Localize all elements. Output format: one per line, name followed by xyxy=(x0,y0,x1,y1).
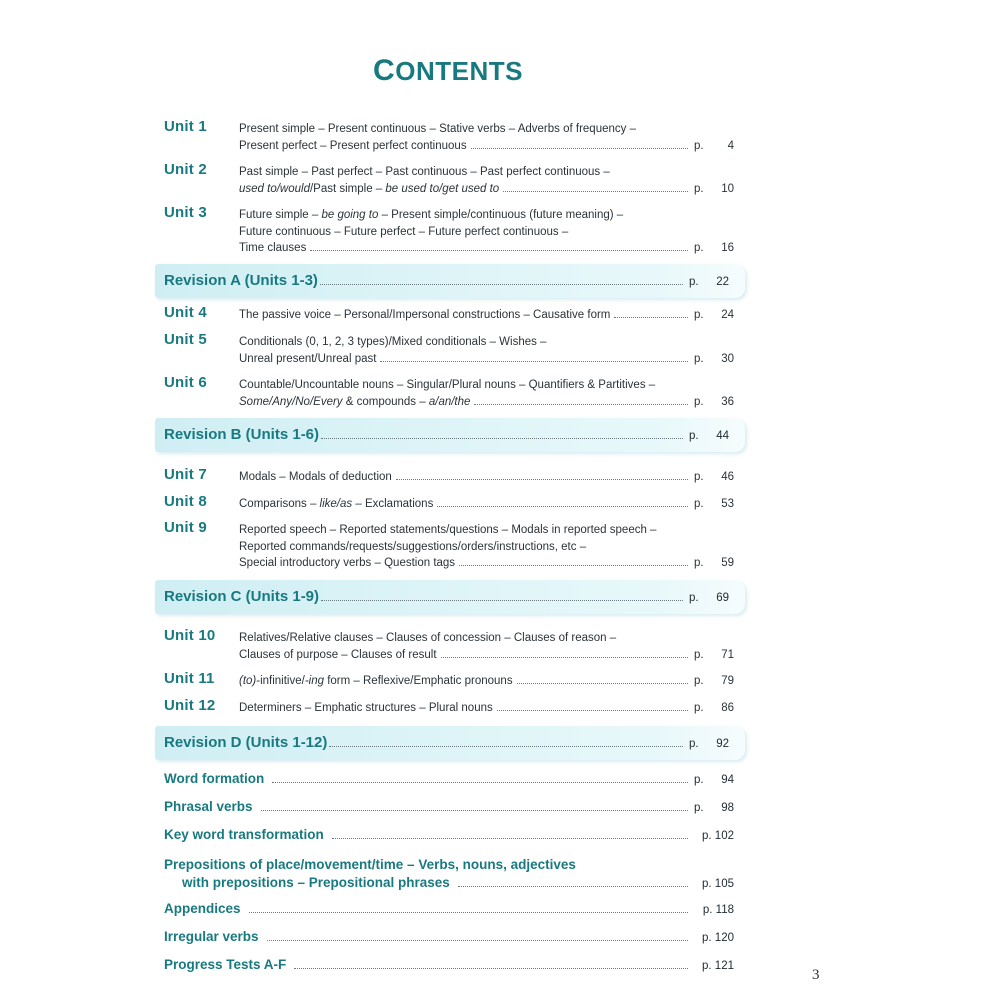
page-ref: 94 xyxy=(721,774,734,786)
page-ref: 53 xyxy=(721,498,734,510)
revision-label: Revision B (Units 1-6) xyxy=(164,426,320,443)
page-ref: p. 121 xyxy=(702,960,734,972)
unit-description: The passive voice – Personal/Impersonal constructions – Causative form p. 24 xyxy=(239,307,734,324)
page-ref: 71 xyxy=(721,648,734,661)
page-ref: 44 xyxy=(716,430,729,442)
page-ref: 69 xyxy=(716,592,729,604)
page-ref: 79 xyxy=(721,675,734,687)
unit-label: Unit 3 xyxy=(164,204,207,221)
toc-entry-progress-tests[interactable] xyxy=(164,957,734,972)
page-number: 3 xyxy=(812,967,820,983)
section-label: Word formation xyxy=(164,771,265,786)
page-ref: 86 xyxy=(721,702,734,714)
toc-entry-irregular-verbs[interactable] xyxy=(164,929,734,944)
page-ref: p. 102 xyxy=(702,830,734,842)
section-label: Appendices xyxy=(164,901,241,916)
unit-description: Past simple – Past perfect – Past continuous – Past perfect continuous – used to/would/Past simple – be used to/get used to p. 10 xyxy=(239,164,734,197)
unit-description: Relatives/Relative clauses – Clauses of concession – Clauses of reason – Clauses of purpose – Clauses of result p. 71 xyxy=(239,630,734,663)
page-ref: 16 xyxy=(721,242,734,254)
section-label: Prepositions of place/movement/time – Verbs, nouns, adjectives xyxy=(164,857,576,872)
unit-description: Conditionals (0, 1, 2, 3 types)/Mixed conditionals – Wishes – Unreal present/Unreal past p. 30 xyxy=(239,334,734,367)
page-title: CONTENTS xyxy=(373,54,523,87)
toc-entry-revision-d[interactable]: Revision D (Units 1-12) p. 92 xyxy=(155,726,745,760)
page-ref: 24 xyxy=(721,309,734,321)
section-label: Progress Tests A-F xyxy=(164,957,287,972)
unit-description: Countable/Uncountable nouns – Singular/Plural nouns – Quantifiers & Partitives – Some/Any/No/Every & compounds – a/an/the p. 36 xyxy=(239,377,734,410)
unit-label: Unit 1 xyxy=(164,118,207,135)
page-ref: p. 120 xyxy=(702,932,734,944)
unit-label: Unit 10 xyxy=(164,627,216,644)
page-ref: 59 xyxy=(721,557,734,569)
page-ref: p. 118 xyxy=(702,904,734,916)
page-ref: 46 xyxy=(721,471,734,483)
unit-label: Unit 8 xyxy=(164,493,207,510)
unit-label: Unit 7 xyxy=(164,466,207,483)
unit-label: Unit 2 xyxy=(164,161,207,178)
unit-label: Unit 5 xyxy=(164,331,207,348)
unit-label: Unit 4 xyxy=(164,304,207,321)
toc-entry-prepositions[interactable] xyxy=(164,857,734,890)
revision-label: Revision D (Units 1-12) xyxy=(164,734,328,751)
toc-entry-word-formation[interactable]: Word formation p. 94 xyxy=(164,771,734,786)
unit-label: Unit 9 xyxy=(164,519,207,536)
unit-description: Determiners – Emphatic structures – Plural nouns p. 86 xyxy=(239,700,734,717)
section-label: Irregular verbs xyxy=(164,929,259,944)
unit-description: Modals – Modals of deduction p. 46 xyxy=(239,469,734,486)
page-ref: 98 xyxy=(721,802,734,814)
section-label: Key word transformation xyxy=(164,827,324,842)
section-label: Phrasal verbs xyxy=(164,799,253,814)
revision-label: Revision A (Units 1-3) xyxy=(164,272,318,289)
unit-label: Unit 11 xyxy=(164,670,215,687)
unit-label: Unit 12 xyxy=(164,697,216,714)
page-ref: 10 xyxy=(721,182,734,195)
unit-description: Present simple – Present continuous – Stative verbs – Adverbs of frequency – Present perfect – Present perfect continuous p. 4 xyxy=(239,121,734,154)
toc-entry-revision-b[interactable]: Revision B (Units 1-6) p. 44 xyxy=(155,418,745,452)
section-label-continued: with prepositions – Prepositional phrases xyxy=(182,875,450,890)
page-ref: p. 105 xyxy=(702,878,734,890)
page-ref: 92 xyxy=(716,738,729,750)
page-ref: 4 xyxy=(727,139,734,152)
unit-description: Comparisons – like/as – Exclamations p. 53 xyxy=(239,496,734,513)
toc-entry-revision-c[interactable]: Revision C (Units 1-9) p. 69 xyxy=(155,580,745,614)
toc-entry-key-word-transformation[interactable] xyxy=(164,827,734,842)
unit-description: Reported speech – Reported statements/questions – Modals in reported speech – Reported commands/requests/suggestions/orders/instructions, etc – Special introductory verbs – Question tags p. 59 xyxy=(239,522,734,572)
toc-entry-revision-a[interactable]: Revision A (Units 1-3) p. 22 xyxy=(155,264,745,298)
unit-description: Future simple – be going to – Present simple/continuous (future meaning) – Future continuous – Future perfect – Future perfect continuous – Time clauses p. 16 xyxy=(239,207,734,257)
page-ref: 30 xyxy=(721,352,734,365)
toc-entry-phrasal-verbs[interactable]: Phrasal verbs p. 98 xyxy=(164,799,734,814)
page-ref: 36 xyxy=(721,395,734,408)
toc-entry-appendices[interactable] xyxy=(164,901,734,916)
unit-label: Unit 6 xyxy=(164,374,207,391)
revision-label: Revision C (Units 1-9) xyxy=(164,588,320,605)
page-ref: 22 xyxy=(716,276,729,288)
unit-description: (to)-infinitive/-ing form – Reflexive/Emphatic pronouns p. 79 xyxy=(239,673,734,690)
